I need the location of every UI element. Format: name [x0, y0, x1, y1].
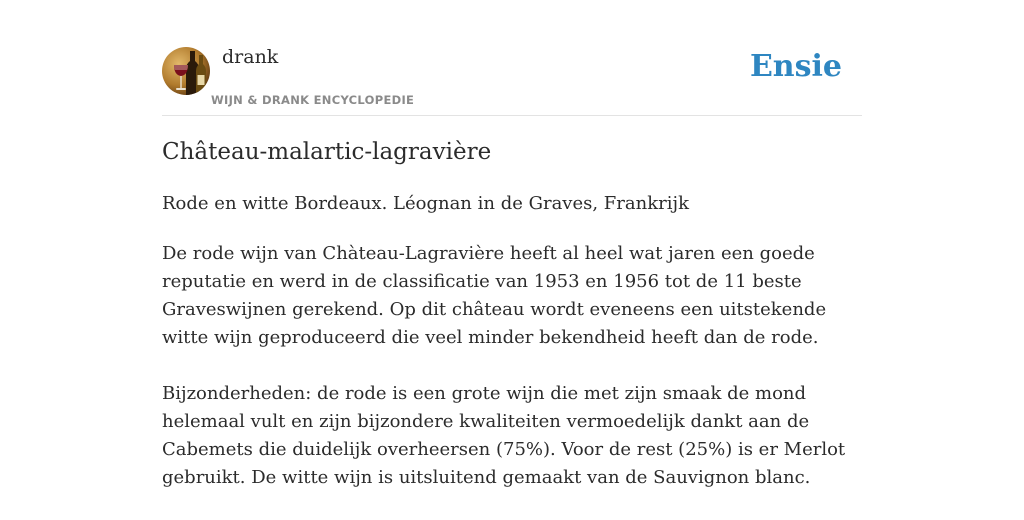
wine-bottles-icon[interactable] [162, 47, 210, 95]
header-divider [162, 115, 862, 116]
brand-logo-link[interactable]: Ensie [749, 49, 842, 84]
article-lead: Rode en witte Bordeaux. Léognan in de Graves, Frankrijk [162, 193, 689, 214]
site-subtitle: WIJN & DRANK ENCYCLOPEDIE [211, 93, 415, 107]
article-paragraph: Bijzonderheden: de rode is een grote wijn die met zijn smaak de mond helemaal vult en zijn bijzondere kwaliteiten vermoedelijk dankt aan de Cabemets die duidelijk overheersen (75%). Voor de rest (25%) is er Merlot gebruikt. De witte wijn is uitsluitend gemaakt van de Sauvignon blanc. [162, 383, 846, 488]
article-body [162, 240, 862, 520]
article-paragraph: De rode wijn van Chàteau-Lagravière heeft al heel wat jaren een goede reputatie en werd in de classificatie van 1953 en 1956 tot de 11 beste Graveswijnen gerekend. Op dit château wordt eveneens een uitstekende witte wijn geproduceerd die veel minder bekendheid heeft dan de rode. [162, 243, 827, 348]
category-link[interactable]: drank [222, 46, 279, 68]
site-header [162, 44, 862, 116]
article-title: Château-malartic-lagravière [162, 139, 492, 165]
